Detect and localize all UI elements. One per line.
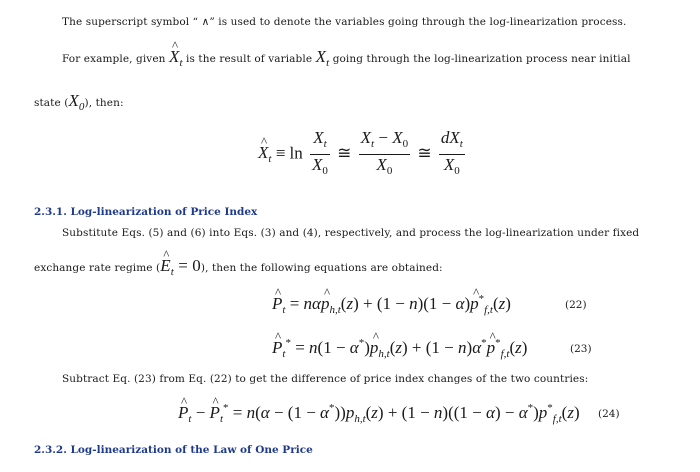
math-x-t: $X_t$ (315, 47, 330, 69)
section-heading-231: 2.3.1. Log-linearization of Price Index (34, 206, 258, 218)
math-ehat-t: ^ $E_t$ (160, 256, 174, 278)
section-heading-232: 2.3.2. Log-linearization of the Law of One Price (34, 444, 313, 456)
equation-24-number: (24) (598, 408, 620, 420)
equation-24: ^ $P_t$ − ^ $P_t^* = n(\alpha - (1 - \alpha^*))p_{h,t}(z) + (1 - n)((1 - \alpha) - \alpha^*)p^*_{f,t}(z)$ (178, 402, 580, 425)
equation-23-number: (23) (570, 343, 592, 355)
equation-22-number: (22) (565, 299, 587, 311)
intro-line-1: The superscript symbol “ ∧” is used to denote the variables going through the log-linearization process. (62, 16, 627, 28)
section-231-para-1: Substitute Eqs. (5) and (6) into Eqs. (3) and (4), respectively, and process the log-linearization under fixed (62, 227, 640, 239)
math-x-0: $X_0$ (68, 91, 85, 113)
section-231-para-2: exchange rate regime (^ $E_t = 0$), then the following equations are obtained: (34, 256, 443, 278)
equation-23: ^ $P_t^* = n(1$ − α*)^ $p_{h,t}(z) + (1$ − n)α*^ $p^*_{f,t}(z)$ (272, 337, 527, 360)
intro-line-3: state $(X_0)$, then: (34, 91, 124, 113)
math-xhat-t: ^ $X_t$ (169, 47, 183, 69)
intro-line-2: For example, given ^ $X_t$ is the result of variable $X_t$ going through the log-linearization process near initial (62, 47, 631, 69)
equation-log-linearization: ^ $X_t \equiv \ln$ $\frac{X_t}{X_0}$ ≅ $\frac{X_t - X_0}{X_0}$ ≅ $\frac{dX_t}{X_0}$ (258, 128, 468, 181)
section-231-para-3: Subtract Eq. (23) from Eq. (22) to get the difference of price index changes of the two countries: (62, 373, 589, 385)
equation-22: ^ $P_t$ = nα^ $p_{h,t}(z) + (1 - n)(1$ − α)^ $p^*_{f,t}(z)$ (272, 293, 511, 316)
